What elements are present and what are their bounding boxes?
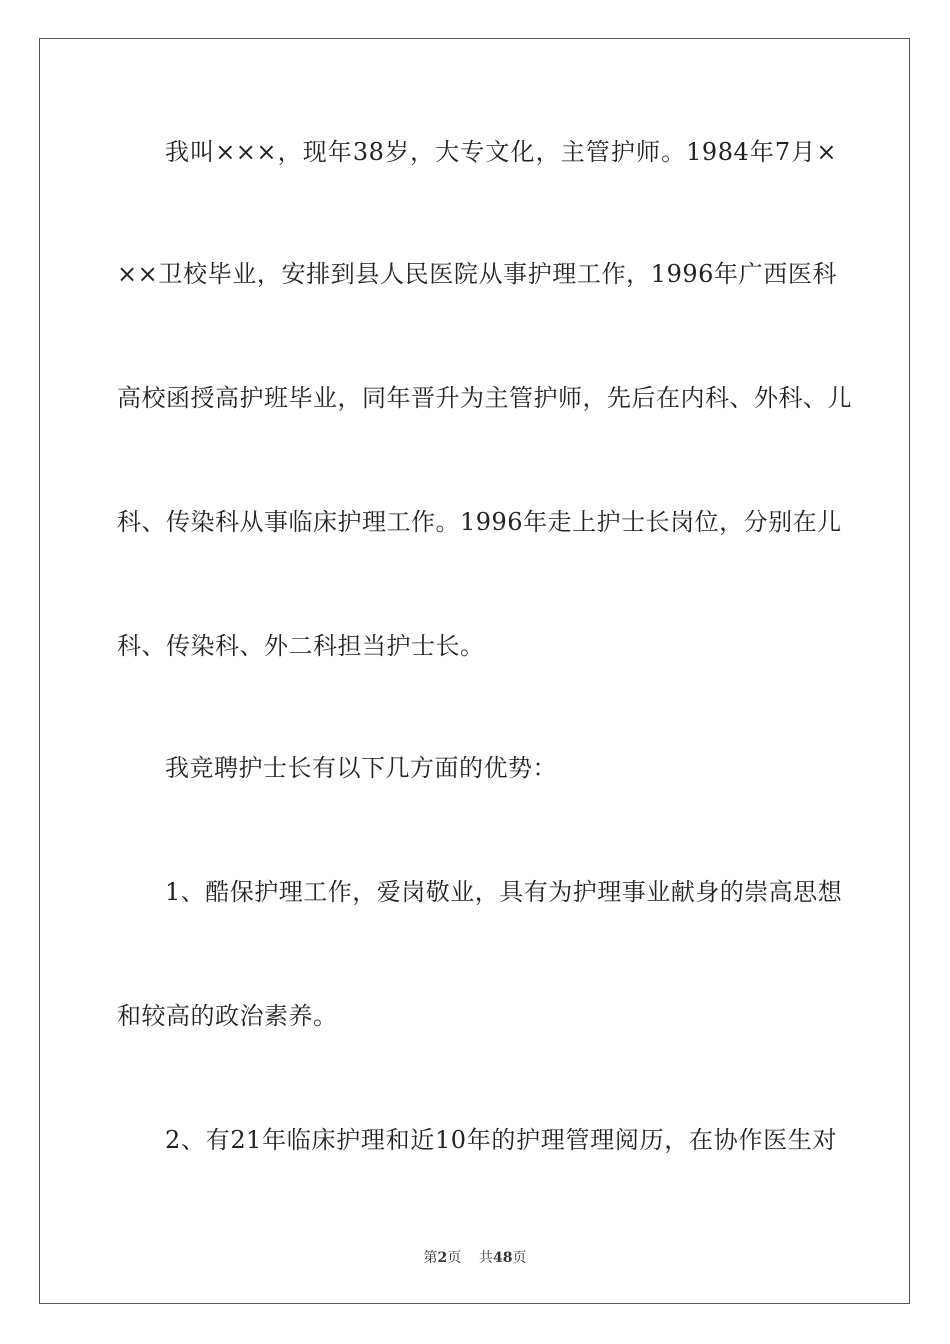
total-prefix: 共 bbox=[479, 1250, 494, 1266]
page-prefix: 第 bbox=[423, 1250, 438, 1266]
current-page-number: 2 bbox=[437, 1250, 448, 1266]
paragraph-line: 科、传染科、外二科担当护士长。 bbox=[117, 632, 485, 660]
paragraph-line: 科、传染科从事临床护理工作。1996年走上护士长岗位，分别在儿 bbox=[117, 508, 842, 536]
paragraph-line: 我竞聘护士长有以下几方面的优势： bbox=[165, 754, 557, 782]
page-footer bbox=[0, 1247, 950, 1267]
paragraph-line: ××卫校毕业，安排到县人民医院从事护理工作，1996年广西医科 bbox=[117, 260, 837, 288]
paragraph-line: 和较高的政治素养。 bbox=[117, 1002, 338, 1030]
paragraph-line: 1、酷保护理工作，爱岗敬业，具有为护理事业献身的崇高思想 bbox=[165, 878, 843, 906]
total-page-count: 48 bbox=[493, 1250, 513, 1266]
paragraph-line: 我叫×××，现年38岁，大专文化，主管护师。1984年7月× bbox=[165, 138, 837, 166]
paragraph-line: 高校函授高护班毕业，同年晋升为主管护师，先后在内科、外科、儿 bbox=[117, 384, 852, 412]
paragraph-line: 2、有21年临床护理和近10年的护理管理阅历，在协作医生对 bbox=[165, 1126, 837, 1154]
page-border bbox=[39, 38, 910, 1304]
page-suffix: 页 bbox=[447, 1250, 462, 1266]
total-suffix: 页 bbox=[512, 1250, 527, 1266]
